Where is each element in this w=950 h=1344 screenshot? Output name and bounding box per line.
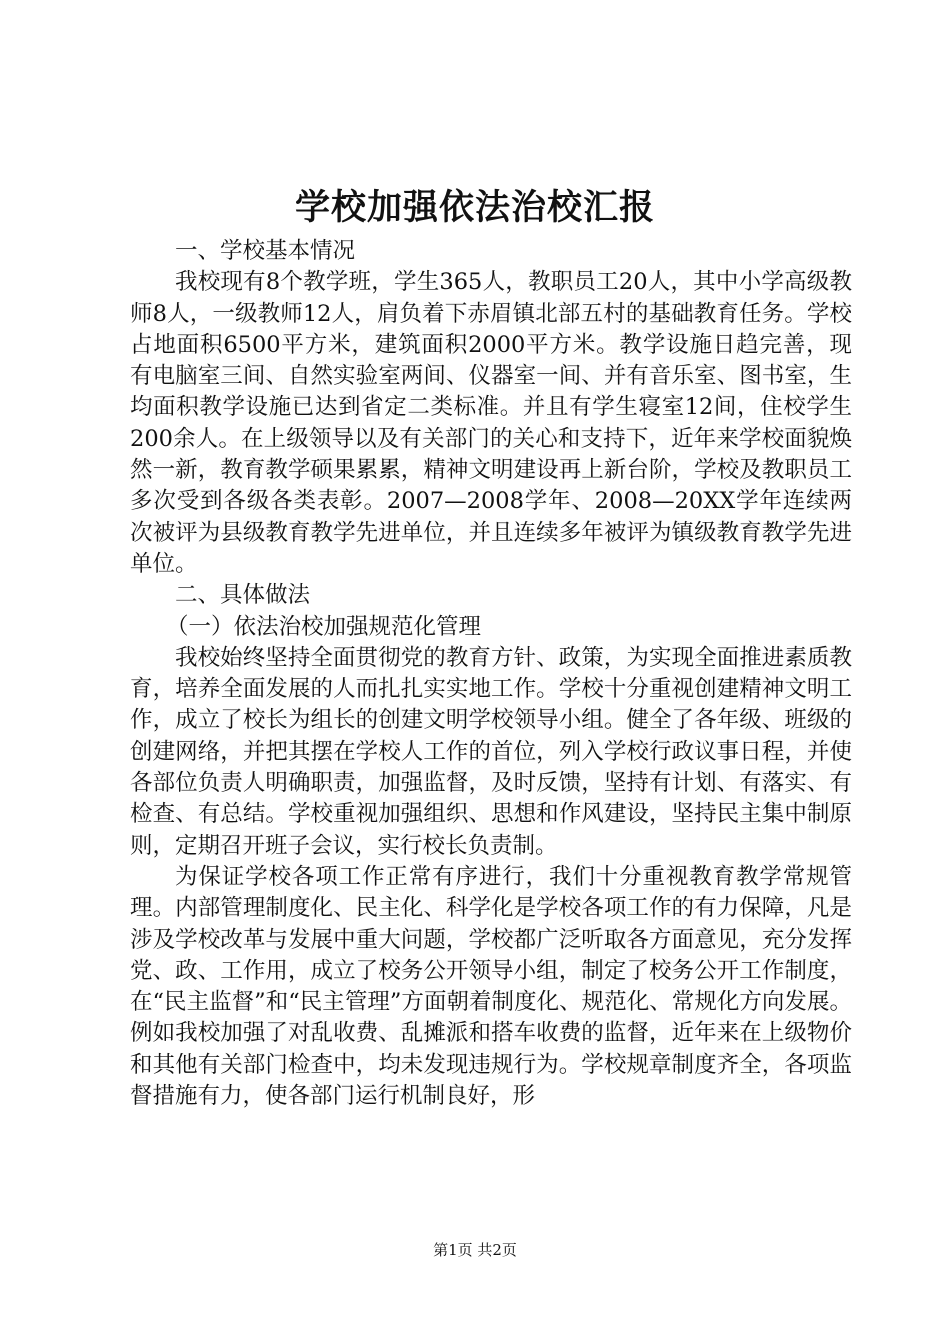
paragraph-school-overview: 我校现有8个教学班，学生365人，教职员工20人，其中小学高级教师8人，一级教师12人，肩负着下赤眉镇北部五村的基础教育任务。学校占地面积6500平方米，建筑面积2000平方米。教学设施日趋完善，现有电脑室三间、自然实验室两间、仪器室一间、并有音乐室、图书室，生均面积教学设施已达到省定二类标准。并且有学生寝室12间，住校学生200余人。在上级领导以及有关部门的关心和支持下，近年来学校面貌焕然一新，教育教学硕果累累，精神文明建设再上新台阶，学校及教职员工多次受到各级各类表彰。2007—2008学年、2008—20XX学年连续两次被评为县级教育教学先进单位，并且连续多年被评为镇级教育教学先进单位。	[130, 269, 852, 577]
document-title: 学校加强依法治校汇报	[294, 187, 655, 228]
paragraph-routine-management: 为保证学校各项工作正常有序进行，我们十分重视教育教学常规管理。内部管理制度化、民主化、科学化是学校各项工作的有力保障，凡是涉及学校改革与发展中重大问题，学校都广泛听取各方面意见，充分发挥党、政、工作用，成立了校务公开领导小组，制定了校务公开工作制度，在“民主监督”和“民主管理”方面朝着制度化、规范化、常规化方向发展。例如我校加强了对乱收费、乱摊派和搭车收费的监督，近年来在上级物价和其他有关部门检查中，均未发现违规行为。学校规章制度齐全，各项监督措施有力，使各部门运行机制良好，形	[130, 863, 852, 1110]
subsection-heading-management: （一）依法治校加强规范化管理	[166, 613, 482, 640]
section-heading-basic-info: 一、学校基本情况	[175, 238, 356, 264]
page-footer: 第1页 共2页	[433, 1241, 517, 1259]
section-heading-practices: 二、具体做法	[175, 582, 311, 609]
document-body	[130, 236, 852, 1112]
paragraph-education-policy: 我校始终坚持全面贯彻党的教育方针、政策，为实现全面推进素质教育，培养全面发展的人而扎扎实实地工作。学校十分重视创建精神文明工作，成立了校长为组长的创建文明学校领导小组。健全了各年级、班级的创建网络，并把其摆在学校人工作的首位，列入学校行政议事日程，并使各部位负责人明确职责，加强监督，及时反馈，坚持有计划、有落实、有检查、有总结。学校重视加强组织、思想和作风建设，坚持民主集中制原则，定期召开班子会议，实行校长负责制。	[130, 644, 852, 859]
